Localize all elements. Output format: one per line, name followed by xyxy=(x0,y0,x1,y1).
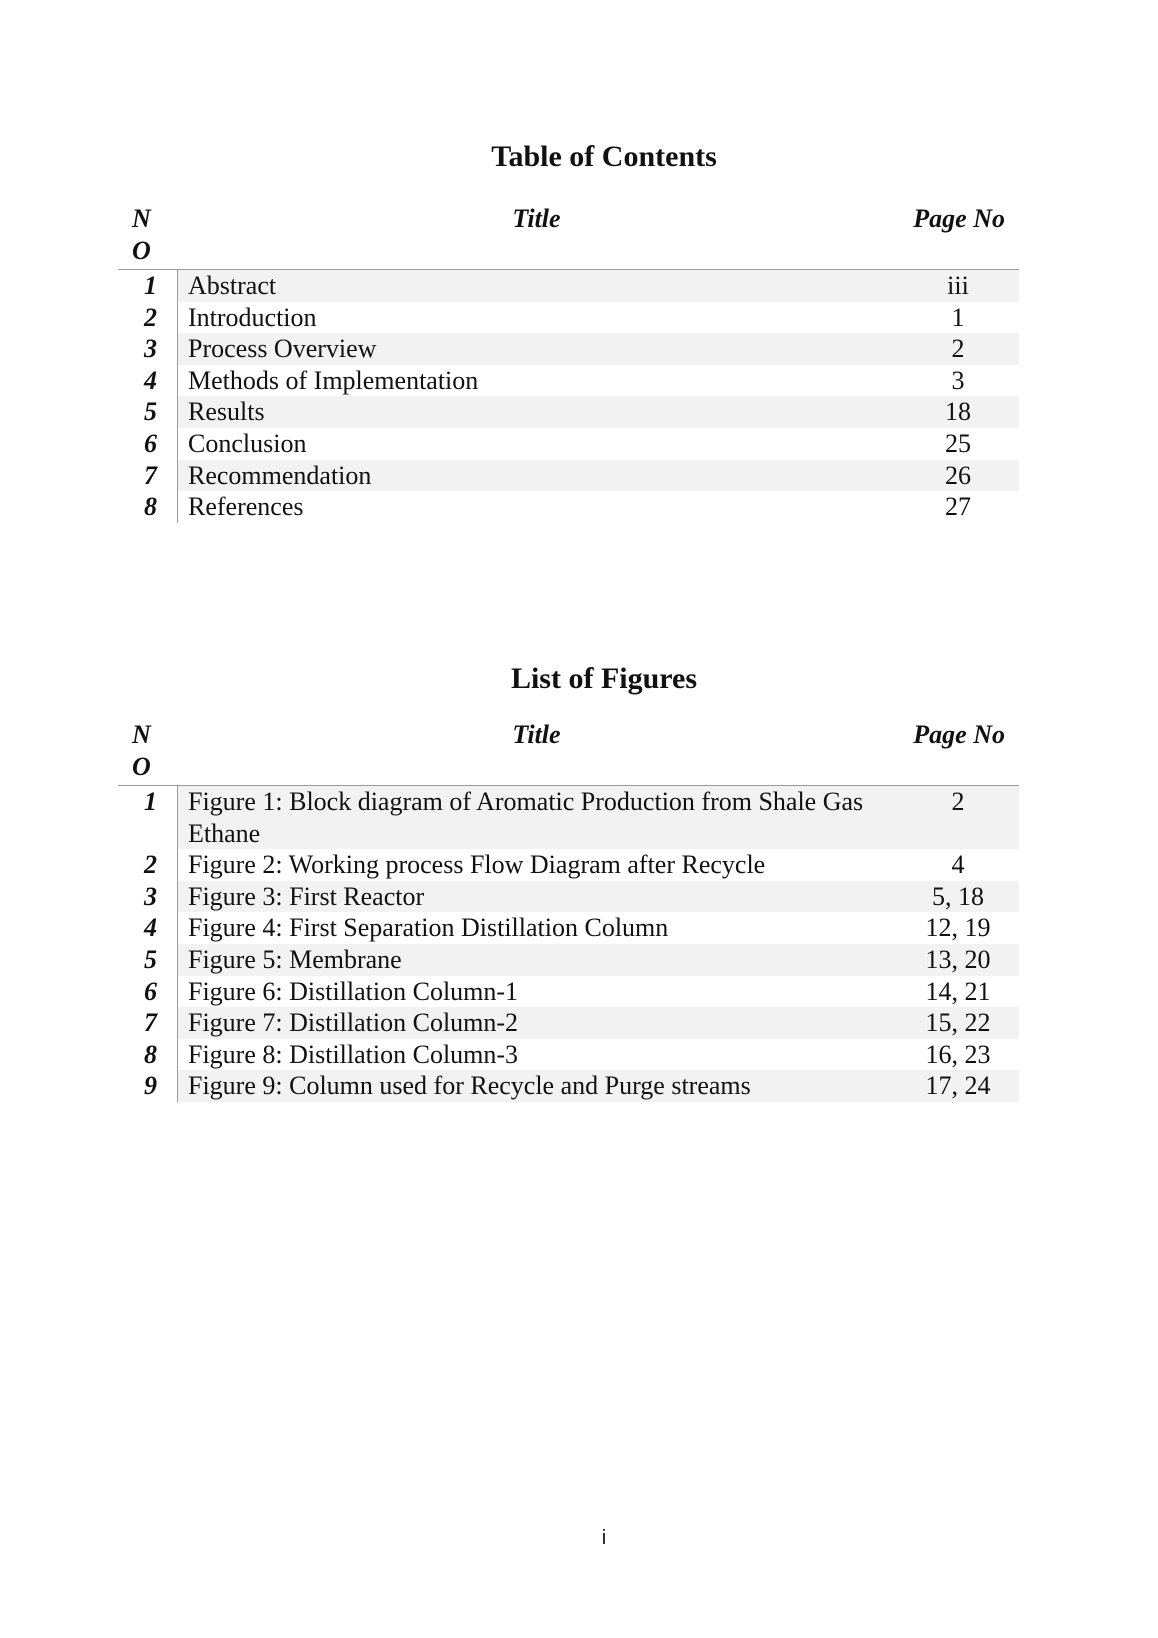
row-title: Conclusion xyxy=(188,428,307,458)
row-number: 7 xyxy=(118,1007,178,1039)
table-row xyxy=(118,396,1019,428)
table-row xyxy=(118,333,1019,365)
header-no: N O xyxy=(132,204,151,265)
row-page: 15, 22 xyxy=(897,1007,1019,1039)
row-number: 5 xyxy=(118,944,178,976)
toc-header-row xyxy=(118,203,1019,270)
row-page: 2 xyxy=(897,333,1019,365)
row-number: 3 xyxy=(118,881,178,913)
row-number: 1 xyxy=(118,270,178,302)
row-title: Figure 7: Distillation Column-2 xyxy=(178,1007,897,1039)
row-page: 17, 24 xyxy=(897,1070,1019,1102)
row-title: Figure 6: Distillation Column-1 xyxy=(188,976,519,1006)
row-page: 16, 23 xyxy=(925,1039,991,1069)
row-number: 4 xyxy=(118,365,178,397)
figures-header-row xyxy=(118,719,1019,786)
table-row xyxy=(118,944,1019,976)
header-page: Page No xyxy=(913,720,1005,749)
header-title: Title xyxy=(512,204,561,233)
row-page: 27 xyxy=(945,492,971,522)
row-number: 1 xyxy=(118,786,178,849)
row-page: 2 xyxy=(897,786,1019,849)
row-title: Introduction xyxy=(188,302,317,332)
row-page: 12, 19 xyxy=(925,913,991,943)
row-page: 26 xyxy=(897,460,1019,492)
table-row xyxy=(118,1070,1019,1102)
row-page: 1 xyxy=(951,302,965,332)
row-title: References xyxy=(188,492,304,522)
row-page: iii xyxy=(897,270,1019,302)
table-row xyxy=(118,881,1019,913)
row-title: Results xyxy=(178,396,897,428)
row-title: Figure 4: First Separation Distillation Column xyxy=(188,913,669,943)
table-row xyxy=(118,912,1019,944)
table-row xyxy=(118,428,1019,460)
figures-table xyxy=(118,719,1019,1102)
row-page: 14, 21 xyxy=(925,976,991,1006)
table-row xyxy=(118,1039,1019,1071)
header-page: Page No xyxy=(913,204,1005,233)
row-title: Figure 9: Column used for Recycle and Purge streams xyxy=(178,1070,897,1102)
row-number: 6 xyxy=(118,976,178,1008)
row-number: 5 xyxy=(118,396,178,428)
toc-heading: Table of Contents xyxy=(491,140,717,173)
row-page: 5, 18 xyxy=(897,881,1019,913)
row-number: 4 xyxy=(118,912,178,944)
row-number: 7 xyxy=(118,460,178,492)
row-title: Figure 5: Membrane xyxy=(178,944,897,976)
row-page: 13, 20 xyxy=(897,944,1019,976)
table-row xyxy=(118,849,1019,881)
table-row xyxy=(118,491,1019,523)
toc-table xyxy=(118,203,1019,523)
row-page: 3 xyxy=(951,365,965,395)
header-title: Title xyxy=(512,720,561,749)
table-row xyxy=(118,786,1019,849)
row-number: 6 xyxy=(118,428,178,460)
row-title: Process Overview xyxy=(178,333,897,365)
table-row xyxy=(118,1007,1019,1039)
row-title: Figure 3: First Reactor xyxy=(178,881,897,913)
row-number: 8 xyxy=(118,491,178,523)
row-page: 18 xyxy=(897,396,1019,428)
row-number: 3 xyxy=(118,333,178,365)
row-title: Abstract xyxy=(178,270,897,302)
table-row xyxy=(118,302,1019,334)
row-page: 25 xyxy=(945,428,971,458)
row-title: Methods of Implementation xyxy=(188,365,479,395)
row-title: Figure 1: Block diagram of Aromatic Production from Shale Gas Ethane xyxy=(178,786,897,849)
table-row xyxy=(118,460,1019,492)
row-title: Recommendation xyxy=(178,460,897,492)
row-number: 2 xyxy=(118,849,178,881)
row-title: Figure 8: Distillation Column-3 xyxy=(188,1039,519,1069)
header-no: N O xyxy=(132,720,151,781)
table-row xyxy=(118,976,1019,1008)
row-title: Figure 2: Working process Flow Diagram after Recycle xyxy=(188,850,766,880)
table-row xyxy=(118,365,1019,397)
figures-heading: List of Figures xyxy=(510,662,698,695)
row-page: 4 xyxy=(951,850,965,880)
row-number: 2 xyxy=(118,302,178,334)
page-number: i xyxy=(601,1527,607,1549)
row-number: 9 xyxy=(118,1070,178,1102)
row-number: 8 xyxy=(118,1039,178,1071)
table-row xyxy=(118,270,1019,302)
